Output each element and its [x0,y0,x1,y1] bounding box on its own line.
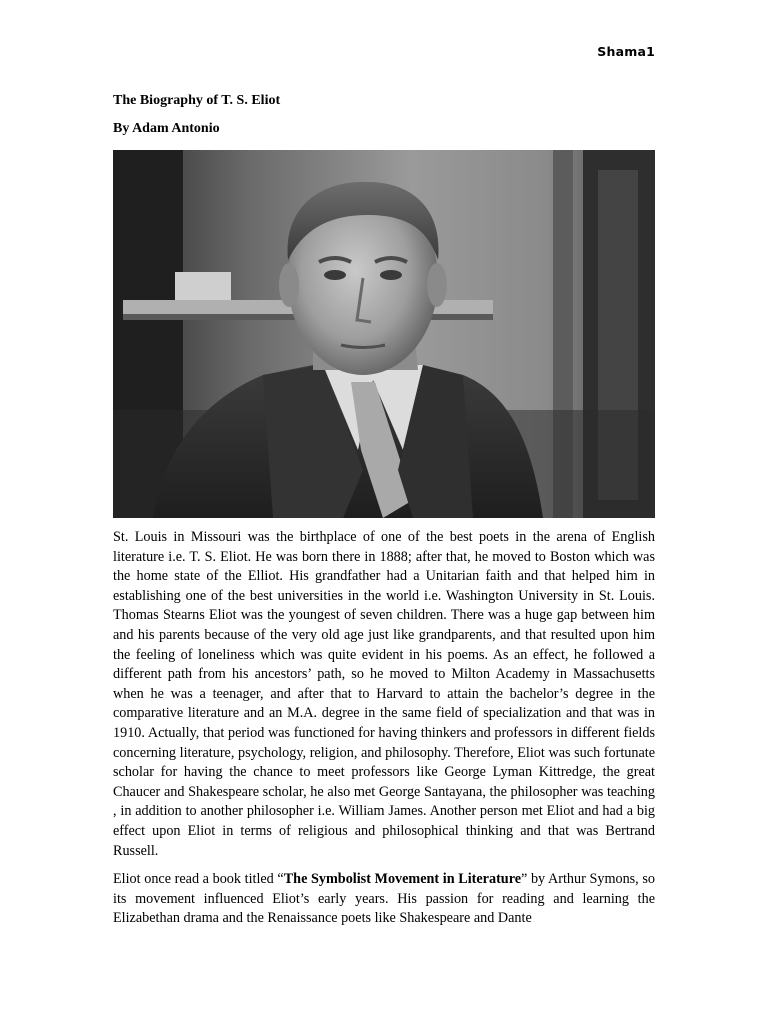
paragraph-2 [113,870,655,929]
document-title: The Biography of T. S. Eliot [113,93,281,108]
paragraph-2-start: Eliot once read a book titled “ [113,871,284,888]
body-text [113,528,655,938]
paragraph-1: St. Louis in Missouri was the birthplace of one of the best poets in the arena of English literature i.e. T. S. Eliot. He was born there in 1888; after that, he moved to Boston which was the home state of the Elliot. His grandfather had a Unitarian faith and that helped him in establishing one of the best universities in the world i.e. Washington University in St. Louis. Thomas Stearns Eliot was the youngest of seven children. There was a huge gap between him and his parents because of the very old age just like grandparents, and that resulted upon him the feeling of loneliness which was quite evident in his poems. As an effect, he followed a different path from his ancestors’ path, so he moved to Milton Academy in Massachusetts when he was a teenager, and after that to Harvard to attain the bachelor’s degree in the comparative literature and an M.A. degree in the same field of specialization and that was in 1910. Actually, that period was functioned for having thinkers and professors in different fields concerning literature, psychology, religion, and philosophy. Therefore, Eliot was such fortunate scholar for having the chance to meet professors like George Lyman Kittredge, the great Chaucer and Shakespeare scholar, he also met George Santayana, the philosopher was teaching , in addition to another philosopher i.e. William James. Another person met Eliot and had a big effect upon Eliot in terms of religious and philosophical thinking and that was Bertrand Russell. [113,529,655,859]
book-title: The Symbolist Movement in Literature [283,871,522,888]
running-head: Shama1 [597,44,655,59]
portrait-photo [113,150,655,518]
paragraph-2-rest: ” by Arthur Symons, so its movement influenced Eliot’s early years. His passion for reading and learning the Elizabethan drama and the Renaissance poets like Shakespeare and Dante [113,871,655,927]
document-byline: By Adam Antonio [113,121,220,136]
portrait-image [113,150,655,518]
